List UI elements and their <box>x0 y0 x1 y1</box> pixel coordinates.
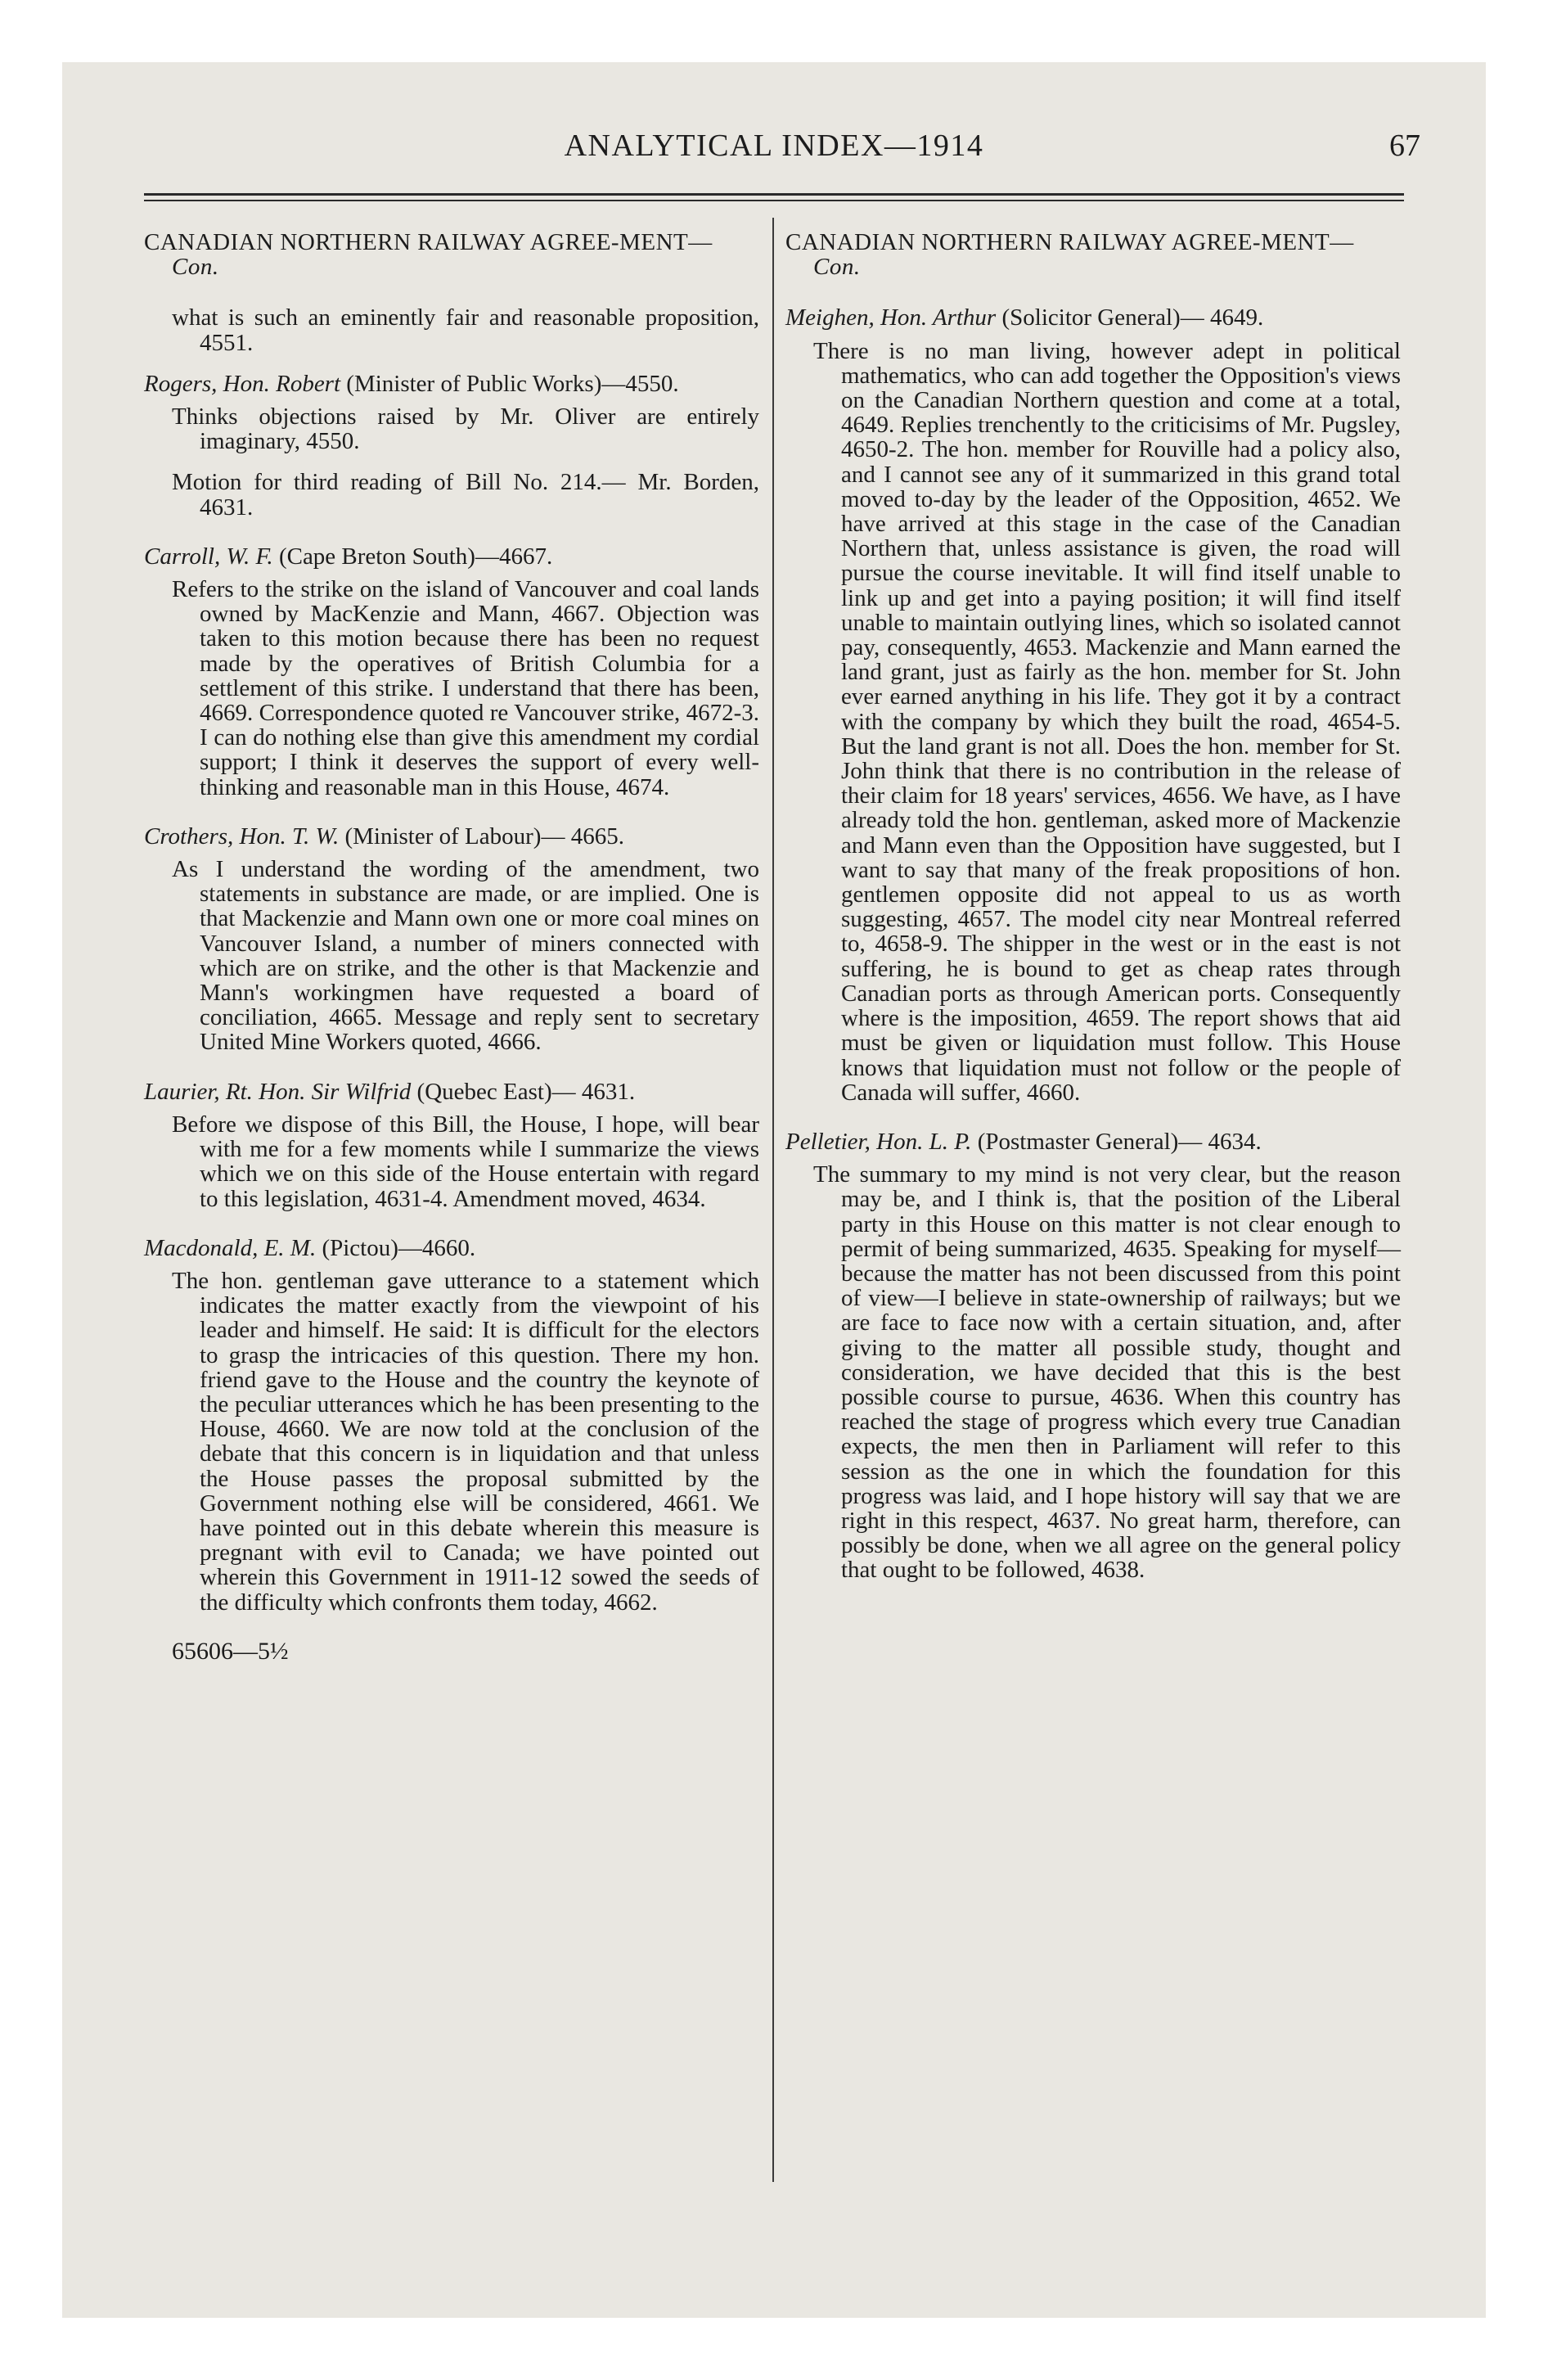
index-entry-laurier <box>144 1080 759 1211</box>
speaker-name: Macdonald, E. M. <box>144 1234 317 1261</box>
index-entry-carroll <box>144 544 759 800</box>
left-column <box>144 230 759 1664</box>
entry-paragraph: Thinks objections raised by Mr. Oliver are entirely imaginary, 4550. <box>172 403 759 455</box>
page-header <box>62 128 1486 177</box>
speaker-name: Rogers, Hon. Robert <box>144 370 341 397</box>
entry-paragraph: Motion for third reading of Bill No. 214.— Mr. Borden, 4631. <box>172 469 759 521</box>
index-entry-rogers <box>144 372 759 520</box>
running-title: ANALYTICAL INDEX—1914 <box>564 128 984 163</box>
entry-name <box>785 1129 1401 1154</box>
entry-name <box>144 824 759 849</box>
entry-name <box>144 1236 759 1260</box>
heading-text: CANADIAN NORTHERN RAILWAY AGREE-MENT— <box>144 229 713 255</box>
page-number: 67 <box>1389 128 1420 163</box>
entry-paragraph: As I understand the wording of the amendment, two statements in substance are made, or are implied. One is that Mackenzie and Mann own one or more coal mines on Vancouver Island, a number of miners connected with which are on strike, and the other is that Mackenzie and Mann's workingmen have requested a board of conciliation, 4665. Message and reply sent to secretary United Mine Workers quoted, 4666. <box>172 856 759 1056</box>
entry-name <box>144 544 759 569</box>
speaker-name: Carroll, W. F. <box>144 543 273 570</box>
index-entry-pelletier <box>785 1129 1401 1583</box>
section-heading <box>144 230 759 279</box>
entry-paragraph: The summary to my mind is not very clear, but the reason may be, and I think is, that the position of the Liberal party in this House on this matter is not clear enough to permit of being summarized, 4635. Speaking for myself—because the matter has not been discussed from this point of view—I believe in state-ownership of railways; but we are face to face now with a certain situation, and, after giving to the matter all possible study, thought and consideration, we have decided that this is the best possible course to pursue, 4636. When this country has reached the stage of progress which every true Canadian expects, the men then in Parliament will refer to this session as the one in which the foundation for this progress was laid, and I hope history will say that we are right in this respect, 4637. No great harm, therefore, can possibly be done, when we all agree on the general policy that ought to be followed, 4638. <box>813 1161 1401 1584</box>
printer-signature: 65606—5½ <box>172 1637 289 1665</box>
speaker-role: (Solicitor General)— 4649. <box>1001 304 1264 331</box>
column-divider <box>772 218 774 2182</box>
speaker-name: Crothers, Hon. T. W. <box>144 823 340 850</box>
entry-paragraph: Before we dispose of this Bill, the House, I hope, will bear with me for a few moments while I summarize the views which we on this side of the House entertain with regard to this legislation, 4631-4. Amendment moved, 4634. <box>172 1111 759 1212</box>
entry-paragraph: There is no man living, however adept in political mathematics, who can add together the Opposition's views on the Canadian Northern question and come at a total, 4649. Replies trenchently to the criticisims of Mr. Pugsley, 4650-2. The hon. member for Rouville had a policy also, and I cannot see any of it summarized in this grand total moved to-day by the leader of the Opposition, 4652. We have arrived at this stage in the case of the Canadian Northern that, unless assistance is given, the road will pursue the course inevitable. It will find itself unable to link up and get into a paying position; it will find itself unable to maintain outlying lines, which so isolated cannot pay, consequently, 4653. Mackenzie and Mann earned the land grant, just as fairly as the hon. member for St. John ever earned anything in his life. They got it by a contract with the company by which they built the road, 4654-5. But the land grant is not all. Does the hon. member for St. John think that there is no contribution in the release of their claim for 18 years' services, 4656. We have, as I have already told the hon. gentleman, asked more of Mackenzie and Mann even than the Opposition have suggested, but I want to say that many of the freak propositions of hon. gentlemen opposite did not appeal to us as worth suggesting, 4657. The model city near Montreal referred to, 4658-9. The shipper in the west or in the east is not suffering, he is bound to get as cheap rates through Canadian ports as through American ports. Consequently where is the imposition, 4659. The report shows that aid must be given or liquidation must follow. This House knows that liquidation must not follow or the people of Canada will suffer, 4660. <box>813 337 1401 1106</box>
speaker-role: (Pictou)—4660. <box>322 1234 476 1261</box>
index-entry-meighen <box>785 305 1401 1105</box>
right-column <box>785 230 1401 1607</box>
heading-continued: Con. <box>172 254 219 281</box>
speaker-role: (Postmaster General)— 4634. <box>977 1128 1262 1155</box>
speaker-role: (Cape Breton South)—4667. <box>278 543 553 570</box>
entry-name <box>144 372 759 396</box>
scanned-page <box>62 62 1486 2318</box>
speaker-name: Laurier, Rt. Hon. Sir Wilfrid <box>144 1078 412 1105</box>
speaker-role: (Quebec East)— 4631. <box>416 1078 636 1105</box>
speaker-name: Meighen, Hon. Arthur <box>785 304 997 331</box>
index-entry-crothers <box>144 824 759 1055</box>
speaker-role: (Minister of Labour)— 4665. <box>344 823 624 850</box>
speaker-name: Pelletier, Hon. L. P. <box>785 1128 972 1155</box>
speaker-role: (Minister of Public Works)—4550. <box>346 370 679 397</box>
heading-continued: Con. <box>813 254 861 281</box>
entry-paragraph: Refers to the strike on the island of Vancouver and coal lands owned by MacKenzie and Mann, 4667. Objection was taken to this motion because there has been no request made by the operatives of British Columbia for a settlement of this strike. I understand that there has been, 4669. Correspondence quoted re Vancouver strike, 4672-3. I can do nothing else than give this amendment my cordial support; I think it deserves the support of every well-thinking and reasonable man in this House, 4674. <box>172 576 759 800</box>
continued-paragraph: what is such an eminently fair and reasonable proposition, 4551. <box>172 304 759 356</box>
header-rule-bottom <box>144 200 1404 201</box>
entry-name <box>785 305 1401 330</box>
heading-text: CANADIAN NORTHERN RAILWAY AGREE-MENT— <box>785 229 1354 255</box>
section-heading <box>785 230 1401 279</box>
entry-paragraph: The hon. gentleman gave utterance to a statement which indicates the matter exactly from the viewpoint of his leader and himself. He said: It is difficult for the electors to grasp the intricacies of this question. There my hon. friend gave to the House and the country the keynote of the peculiar utterances which he has been presenting to the House, 4660. We are now told at the conclusion of the debate that this concern is in liquidation and that unless the House passes the proposal submitted by the Government nothing else will be considered, 4661. We have pointed out in this debate wherein this measure is pregnant with evil to Canada; we have pointed out wherein this Government in 1911-12 sowed the seeds of the difficulty which confronts them today, 4662. <box>172 1267 759 1616</box>
entry-name <box>144 1080 759 1104</box>
header-rule-top <box>144 193 1404 196</box>
index-entry-macdonald <box>144 1236 759 1615</box>
